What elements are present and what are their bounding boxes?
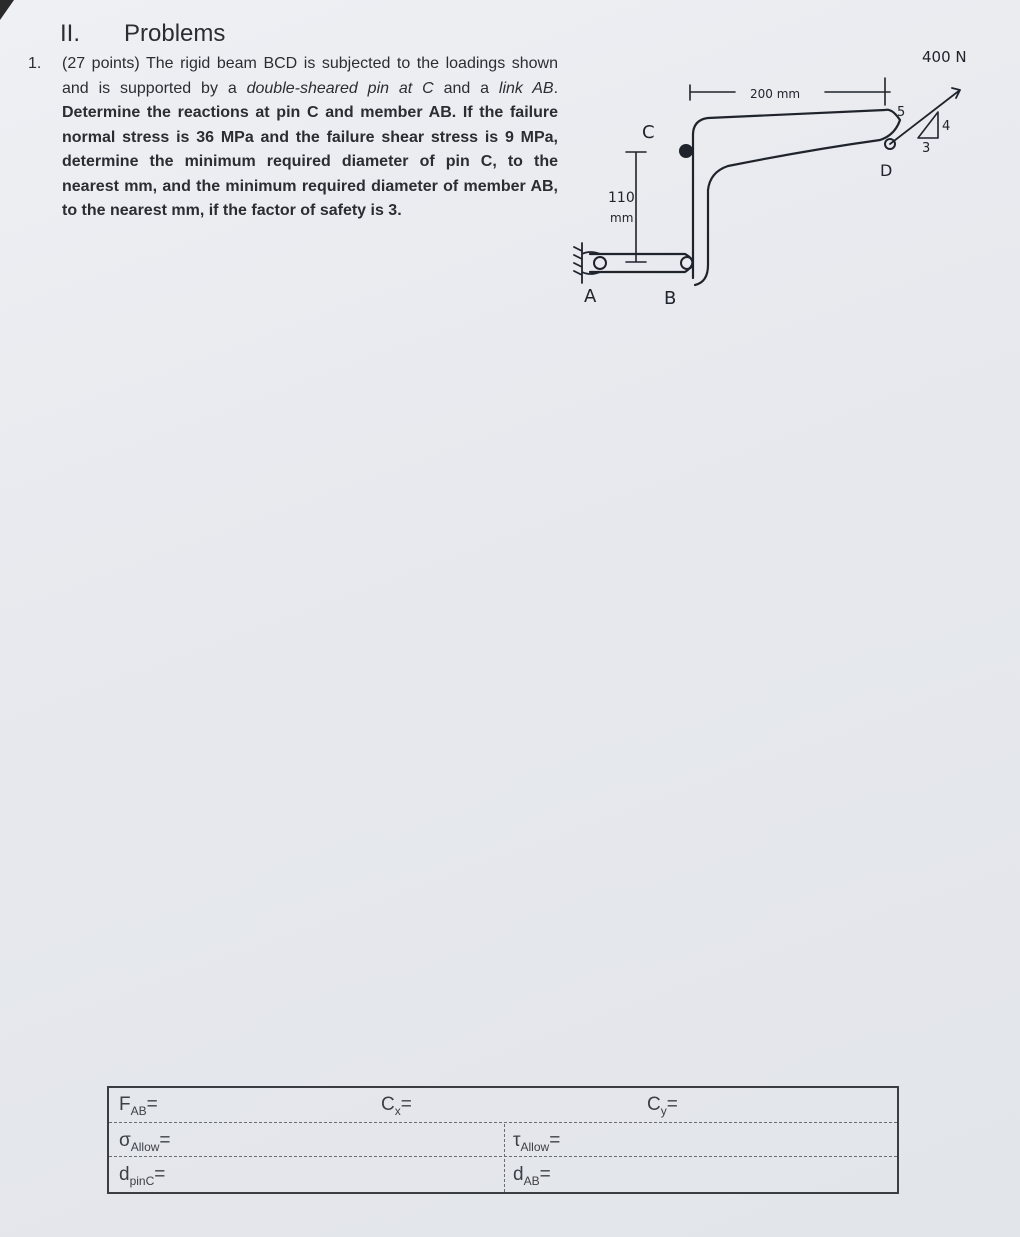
- answer-cx: $C_x=$: [381, 1094, 412, 1118]
- dimension-110: [626, 152, 646, 262]
- beam-outline: [693, 110, 900, 285]
- answer-row-1: [109, 1088, 897, 1123]
- beam-diagram: [560, 40, 1020, 320]
- answer-d-pinc: $d_{pinC}=$: [119, 1164, 166, 1188]
- problem-text-italic: double-sheared pin at C: [246, 79, 434, 97]
- label-d: D: [880, 161, 893, 180]
- problem-text-b: and a: [433, 79, 499, 97]
- beam-figure: [560, 40, 1020, 320]
- problem-text-c: .: [553, 79, 559, 97]
- answer-cy: $C_y=$: [647, 1094, 678, 1118]
- problem-text-italic-2: link AB: [498, 79, 554, 97]
- answer-row-2: [109, 1124, 897, 1157]
- answer-d-ab: $d_{AB}=$: [513, 1164, 551, 1188]
- label-a: A: [584, 286, 597, 307]
- pin-a: [594, 257, 606, 269]
- answer-tau-allow: $\tau_{Allow}=$: [513, 1130, 561, 1154]
- problem-statement: [28, 52, 558, 224]
- pin-b: [681, 257, 693, 269]
- section-heading: [60, 20, 225, 48]
- problem-text-a: The rigid beam BCD is subjected to the loadings shown and is supported by a: [62, 55, 558, 97]
- problem-text-bold: Determine the reactions at pin C and member AB. If the failure normal stress is 36 MPa and the failure shear stress is 9 MPa, determine the minimum required diameter of pin C, to the nearest mm, and the minimum required diameter of member AB, to the nearest mm, if the factor of safety is 3.: [62, 104, 558, 219]
- slope-hyp: 5: [897, 105, 906, 120]
- answer-fab: $F_{AB}=$: [119, 1094, 158, 1118]
- answer-table: [107, 1086, 899, 1194]
- answer-divider: [504, 1124, 505, 1192]
- section-numeral: II.: [60, 20, 81, 47]
- section-title: Problems: [124, 20, 226, 47]
- height-label-2: mm: [610, 211, 634, 225]
- height-label-1: 110: [608, 190, 635, 206]
- slope-run: 3: [922, 141, 931, 156]
- page-corner-fold: [0, 0, 14, 20]
- problem-number: 1.: [28, 55, 42, 72]
- pin-c: [679, 144, 693, 158]
- label-b: B: [664, 288, 677, 309]
- support-a: [574, 243, 600, 283]
- load-label: 400 N: [922, 48, 967, 66]
- problem-points: (27 points): [62, 55, 140, 72]
- problem-text: [62, 52, 558, 224]
- answer-sigma-allow: $\sigma_{Allow}=$: [119, 1130, 171, 1154]
- span-label: 200 mm: [750, 87, 801, 101]
- answer-row-3: [109, 1158, 897, 1192]
- label-c: C: [642, 122, 655, 143]
- slope-triangle: [918, 112, 938, 138]
- slope-rise: 4: [942, 119, 951, 134]
